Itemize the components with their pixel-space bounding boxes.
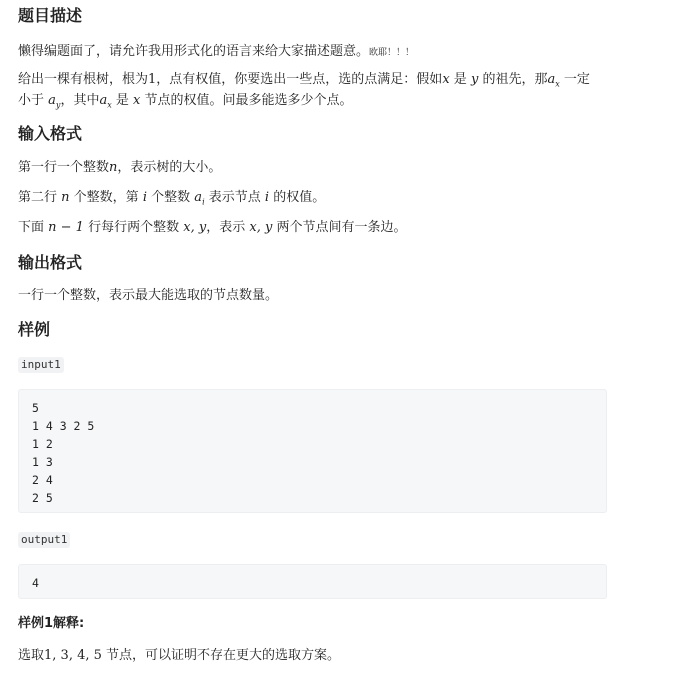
description-heading: 题目描述 xyxy=(18,6,83,25)
description-line-2: 小于 $a_y$，其中$a_x$ 是 x 节点的权值。问最多能选多少个点。 xyxy=(18,93,353,110)
output-format-line-1: 一行一个整数，表示最大能选取的节点数量。 xyxy=(18,288,279,303)
intro-small-text: 欧耶！！！ xyxy=(369,48,415,58)
input1-label: input1 xyxy=(18,357,64,373)
description-line-1: 给出一棵有根树，根为1，点有权值，你要选出一些点，选的点满足：假如x 是 y 的祖先，那$a_x$ 一定 xyxy=(18,72,590,89)
sample-input-block[interactable] xyxy=(18,389,607,513)
sample-explanation: 选取1, 3, 4, 5 节点，可以证明不存在更大的选取方案。 xyxy=(18,648,341,663)
input-format-heading: 输入格式 xyxy=(18,124,83,143)
input-format-line-1: 第一行一个整数n，表示树的大小。 xyxy=(18,160,222,175)
sample-output-block[interactable] xyxy=(18,564,607,599)
sample-explanation-heading: 样例1解释: xyxy=(18,616,85,631)
sample-input-text: 5 1 4 3 2 5 1 2 1 3 2 4 2 5 xyxy=(32,401,95,505)
output1-label: output1 xyxy=(18,532,70,548)
output-format-heading: 输出格式 xyxy=(18,253,83,272)
sample-heading: 样例 xyxy=(18,320,51,339)
input-format-line-3: 下面 n − 1 行每行两个整数 x, y，表示 x, y 两个节点间有一条边。 xyxy=(18,220,407,235)
sample-output-text: 4 xyxy=(32,576,39,590)
description-intro: 懒得编题面了，请允许我用形式化的语言来给大家描述题意。欧耶！！！ xyxy=(18,44,415,59)
input-format-line-2: 第二行 n 个整数，第 i 个整数 $a_i$ 表示节点 i 的权值。 xyxy=(18,190,326,207)
